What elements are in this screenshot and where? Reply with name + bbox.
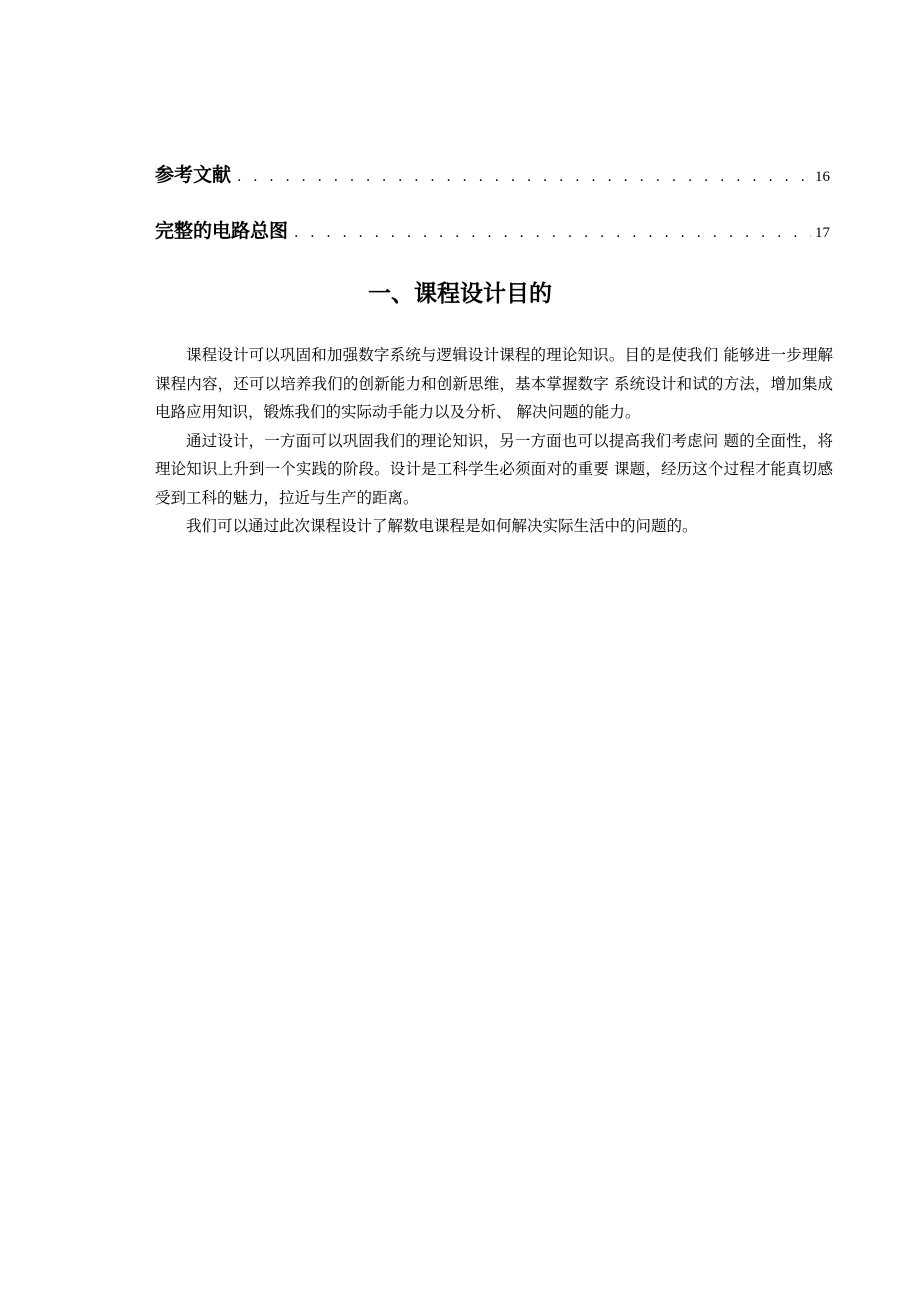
paragraph: 通过设计，一方面可以巩固我们的理论知识，另一方面也可以提高我们考虑问 题的全面性，将理论知识上升到一个实践的阶段。设计是工科学生必须面对的重要 课题，经历这个过程才能真切感受到工科的魅力，拉近与生产的距离。: [155, 431, 833, 507]
toc-entry-title: 完整的电路总图: [155, 220, 289, 242]
toc-dot-leader: [237, 169, 811, 185]
table-of-contents: [155, 160, 830, 272]
toc-entry-references[interactable]: [155, 160, 830, 216]
toc-page-number: 17: [815, 225, 830, 241]
toc-entry-title: 参考文献: [155, 164, 232, 186]
toc-dot-leader: [294, 225, 811, 241]
section-heading: 一、课程设计目的: [368, 281, 552, 307]
toc-page-number: 16: [815, 169, 830, 185]
section-body: [155, 341, 833, 541]
toc-entry-circuit-diagram[interactable]: [155, 216, 830, 272]
paragraph: 我们可以通过此次课程设计了解数电课程是如何解决实际生活中的问题的。: [186, 517, 698, 535]
paragraph: 课程设计可以巩固和加强数字系统与逻辑设计课程的理论知识。目的是使我们 能够进一步理解课程内容，还可以培养我们的创新能力和创新思维，基本掌握数字 系统设计和试的方法，增加集成电路应用知识，锻炼我们的实际动手能力以及分析、 解决问题的能力。: [155, 346, 833, 421]
